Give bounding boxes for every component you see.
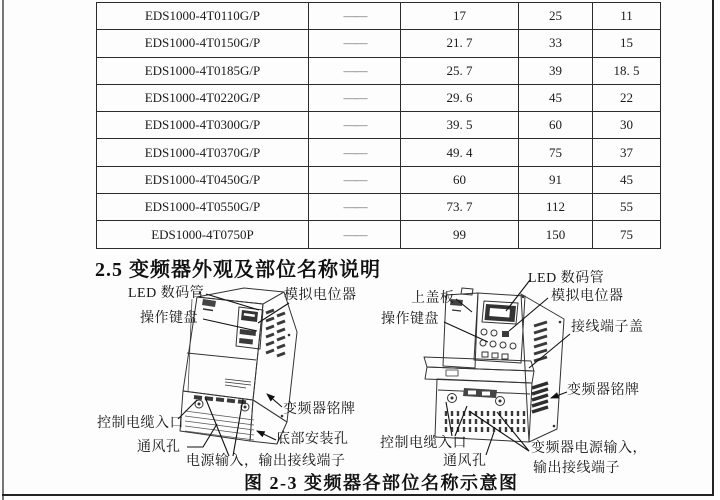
section-heading: 2.5 变频器外观及部位名称说明 bbox=[95, 259, 381, 281]
model-cell: EDS1000-4T0220G/P bbox=[97, 84, 309, 111]
value-cell: 33 bbox=[519, 30, 593, 57]
dash-cell: —— bbox=[309, 139, 401, 166]
value-cell: 11 bbox=[593, 3, 661, 30]
label-right-keypad: 操作键盘 bbox=[381, 312, 439, 327]
value-cell: 21. 7 bbox=[401, 30, 519, 57]
value-cell: 25. 7 bbox=[401, 57, 519, 84]
value-cell: 150 bbox=[519, 221, 593, 248]
value-cell: 60 bbox=[519, 112, 593, 139]
dash-cell: —— bbox=[309, 84, 401, 111]
label-left-keypad: 操作键盘 bbox=[140, 311, 198, 326]
label-left-control-cable-inlet: 控制电缆入口 bbox=[97, 416, 184, 431]
value-cell: 45 bbox=[593, 166, 661, 193]
label-left-led: LED 数码管 bbox=[128, 286, 205, 301]
value-cell: 73. 7 bbox=[401, 194, 519, 221]
value-cell: 37 bbox=[593, 139, 661, 166]
value-cell: 60 bbox=[401, 166, 519, 193]
model-cell: EDS1000-4T0185G/P bbox=[97, 57, 309, 84]
model-cell: EDS1000-4T0300G/P bbox=[97, 112, 309, 139]
label-left-bottom-mounting-hole: 底部安装孔 bbox=[276, 432, 349, 447]
label-right-power-terminals-line1: 变频器电源输入， bbox=[531, 441, 647, 456]
dash-cell: —— bbox=[309, 194, 401, 221]
value-cell: 99 bbox=[401, 221, 519, 248]
table-row bbox=[97, 84, 661, 111]
label-right-control-cable-inlet: 控制电缆入口 bbox=[380, 436, 467, 451]
model-cell: EDS1000-4T0370G/P bbox=[97, 139, 309, 166]
model-cell: EDS1000-4T0150G/P bbox=[97, 30, 309, 57]
label-right-led: LED 数码管 bbox=[528, 271, 605, 286]
model-cell: EDS1000-4T0750P bbox=[97, 221, 309, 248]
dash-cell: —— bbox=[309, 112, 401, 139]
right-inverter-drawing bbox=[424, 288, 564, 442]
label-right-nameplate: 变频器铭牌 bbox=[567, 383, 640, 398]
value-cell: 15 bbox=[593, 30, 661, 57]
value-cell: 39 bbox=[519, 57, 593, 84]
label-right-potentiometer: 模拟电位器 bbox=[551, 289, 624, 304]
dash-cell: —— bbox=[309, 30, 401, 57]
dash-cell: —— bbox=[309, 166, 401, 193]
table-row bbox=[97, 3, 661, 30]
dash-cell: —— bbox=[309, 57, 401, 84]
value-cell: 17 bbox=[401, 3, 519, 30]
value-cell: 45 bbox=[519, 84, 593, 111]
figure-caption: 图 2-3 变频器各部位名称示意图 bbox=[244, 473, 519, 493]
table-row bbox=[97, 112, 661, 139]
table-row bbox=[97, 221, 661, 248]
value-cell: 112 bbox=[519, 194, 593, 221]
value-cell: 39. 5 bbox=[401, 112, 519, 139]
label-right-vent-hole: 通风孔 bbox=[443, 454, 487, 469]
dash-cell: —— bbox=[309, 3, 401, 30]
value-cell: 55 bbox=[593, 194, 661, 221]
model-cell: EDS1000-4T0450G/P bbox=[97, 166, 309, 193]
value-cell: 18. 5 bbox=[593, 57, 661, 84]
label-left-vent-hole: 通风孔 bbox=[137, 440, 181, 455]
value-cell: 91 bbox=[519, 166, 593, 193]
label-right-top-cover: 上盖板 bbox=[411, 291, 455, 306]
table-row bbox=[97, 166, 661, 193]
value-cell: 49. 4 bbox=[401, 139, 519, 166]
value-cell: 29. 6 bbox=[401, 84, 519, 111]
table-row bbox=[97, 57, 661, 84]
table-row bbox=[97, 194, 661, 221]
value-cell: 75 bbox=[593, 221, 661, 248]
table-row bbox=[97, 139, 661, 166]
value-cell: 30 bbox=[593, 112, 661, 139]
spec-table bbox=[96, 2, 661, 249]
value-cell: 22 bbox=[593, 84, 661, 111]
model-cell: EDS1000-4T0110G/P bbox=[97, 3, 309, 30]
value-cell: 75 bbox=[519, 139, 593, 166]
label-right-terminal-cover: 接线端子盖 bbox=[571, 320, 644, 335]
dash-cell: —— bbox=[309, 221, 401, 248]
label-right-power-terminals-line2: 输出接线端子 bbox=[533, 461, 620, 476]
label-left-potentiometer: 模拟电位器 bbox=[284, 288, 357, 303]
label-left-power-terminals: 电源输入，输出接线端子 bbox=[186, 454, 346, 469]
value-cell: 25 bbox=[519, 3, 593, 30]
label-left-nameplate: 变频器铭牌 bbox=[283, 402, 356, 417]
table-row bbox=[97, 30, 661, 57]
model-cell: EDS1000-4T0550G/P bbox=[97, 194, 309, 221]
